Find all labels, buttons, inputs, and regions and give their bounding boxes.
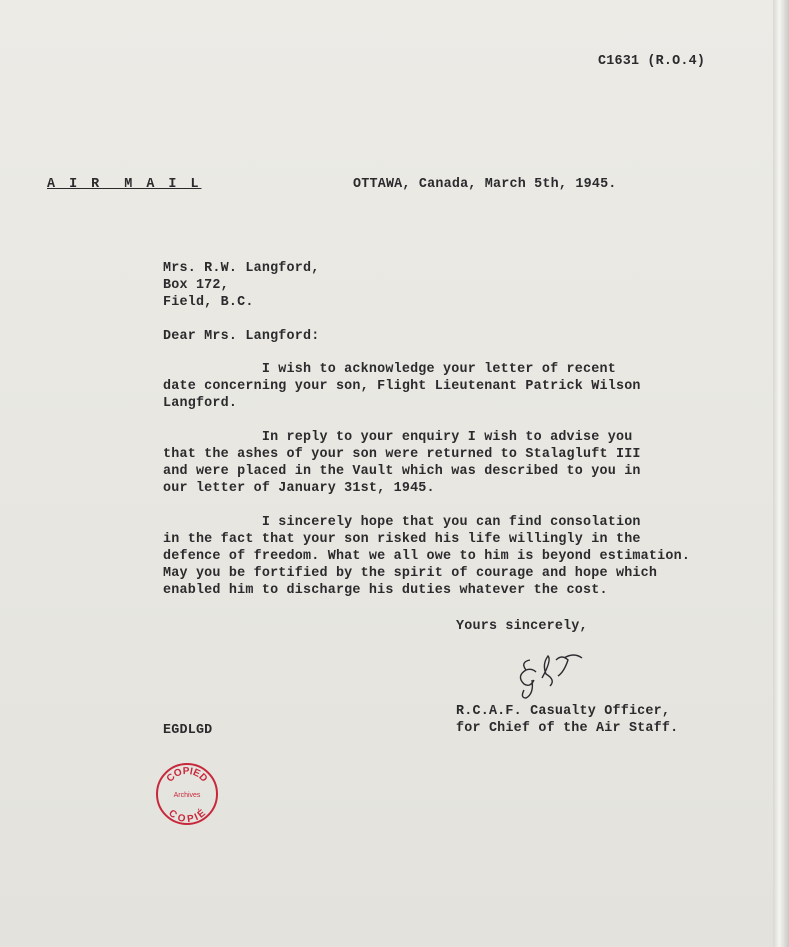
body-line: I sincerely hope that you can find consolation [163,515,641,530]
body-line: Langford. [163,396,238,411]
handwritten-signature [512,650,592,702]
page-edge [773,0,789,947]
body-line: I wish to acknowledge your letter of recent [163,362,616,377]
signatory-line: for Chief of the Air Staff. [456,721,679,736]
address-line: Box 172, [163,278,229,293]
body-line: date concerning your son, Flight Lieutenant Patrick Wilson [163,379,641,394]
typist-initials: EGDLGD [163,723,213,738]
archives-copied-stamp [155,762,219,826]
closing: Yours sincerely, [456,619,588,634]
body-line: our letter of January 31st, 1945. [163,481,435,496]
svg-text:Archives: Archives [173,792,201,799]
air-mail-heading: A I R M A I L [47,177,202,192]
body-line: in the fact that your son risked his life willingly in the [163,532,641,547]
salutation: Dear Mrs. Langford: [163,329,320,344]
svg-text:COPIÉ: COPIÉ [166,807,208,826]
address-line: Field, B.C. [163,295,254,310]
reference-number: C1631 (R.O.4) [598,54,706,69]
body-line: In reply to your enquiry I wish to advise you [163,430,633,445]
address-line: Mrs. R.W. Langford, [163,261,320,276]
body-line: defence of freedom. What we all owe to him is beyond estimation. [163,549,691,564]
body-line: that the ashes of your son were returned to Stalagluft III [163,447,641,462]
signatory-line: R.C.A.F. Casualty Officer, [456,704,671,719]
body-line: and were placed in the Vault which was described to you in [163,464,641,479]
svg-text:COPIED: COPIED [164,765,210,785]
body-line: May you be fortified by the spirit of courage and hope which [163,566,658,581]
dateline: OTTAWA, Canada, March 5th, 1945. [353,177,617,192]
body-line: enabled him to discharge his duties whatever the cost. [163,583,608,598]
